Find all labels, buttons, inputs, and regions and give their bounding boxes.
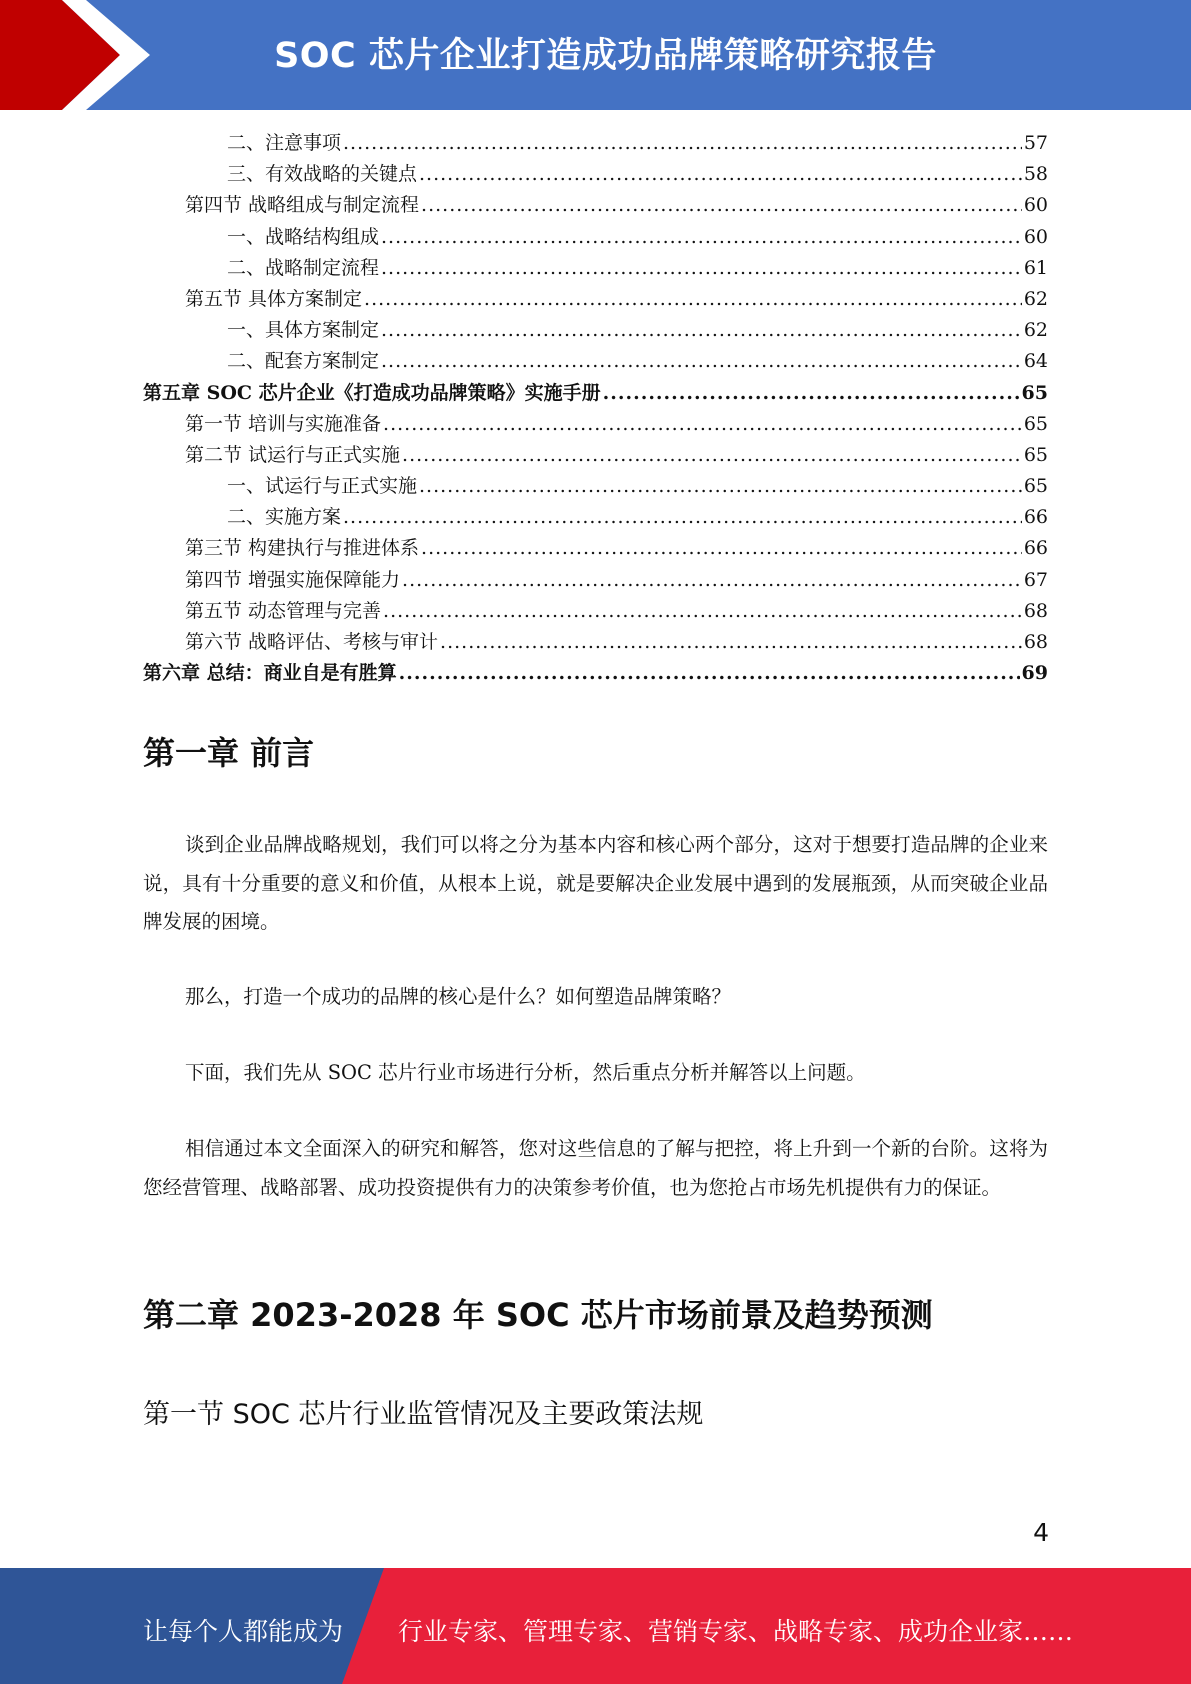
toc-entry-title: 一、试运行与正式实施 [227,475,418,498]
body-paragraph: 相信通过本文全面深入的研究和解答，您对这些信息的了解与把控，将上升到一个新的台阶。这将为您经营管理、战略部署、成功投资提供有力的决策参考价值，也为您抢占市场先机提供有力的保证。 [143,1137,1048,1199]
toc-dot-leader [419,471,1022,502]
toc-entry-title: 一、具体方案制定 [227,319,380,342]
toc-entry-page: 58 [1023,163,1048,186]
toc-entry[interactable] [143,502,1048,533]
toc-entry[interactable] [143,284,1048,315]
toc-entry[interactable] [143,533,1048,564]
toc-entry-page: 62 [1023,287,1048,310]
toc-dot-leader [603,378,1020,409]
footer-slogan-right: 行业专家、管理专家、营销专家、战略专家、成功企业家…… [398,1617,1074,1646]
toc-entry[interactable] [143,565,1048,596]
toc-entry[interactable] [143,409,1048,440]
body-paragraph: 那么，打造一个成功的品牌的核心是什么？如何塑造品牌策略？ [185,985,732,1008]
report-title: SOC 芯片企业打造成功品牌策略研究报告 [274,36,937,76]
body-paragraph: 下面，我们先从 SOC 芯片行业市场进行分析，然后重点分析并解答以上问题。 [185,1061,866,1084]
page-number: 4 [1033,1518,1049,1547]
toc-entry-title: 第五节 动态管理与完善 [185,599,382,622]
toc-dot-leader [364,284,1022,315]
section-title: 第一节 SOC 芯片行业监管情况及主要政策法规 [143,1399,704,1430]
toc-dot-leader [421,190,1022,221]
toc-entry-page: 68 [1023,631,1048,653]
toc-entry-title: 第五节 具体方案制定 [185,287,363,310]
toc-entry-title: 第五章 SOC 芯片企业《打造成功品牌策略》实施手册 [143,381,601,404]
toc-entry-page: 60 [1023,225,1048,248]
toc-dot-leader [383,596,1022,627]
toc-entry-page: 64 [1023,350,1048,373]
toc-entry-title: 三、有效战略的关键点 [227,163,418,186]
toc-dot-leader [381,253,1022,284]
toc-entry-page: 67 [1023,568,1048,591]
toc-entry-page: 66 [1023,537,1048,560]
footer-slogan-left: 让每个人都能成为 [143,1617,344,1646]
toc-entry[interactable] [143,315,1048,346]
toc-dot-leader [399,658,1020,689]
toc-dot-leader [421,533,1022,564]
toc-entry[interactable] [143,222,1048,253]
toc-entry-title: 二、战略制定流程 [227,256,380,279]
toc-entry-page: 65 [1023,412,1048,435]
toc-entry-page: 65 [1021,381,1048,404]
toc-entry-title: 二、实施方案 [227,506,342,529]
toc-dot-leader [381,346,1022,377]
page-footer [0,1568,1191,1684]
toc-entry-page: 62 [1023,319,1048,342]
table-of-contents [143,128,1048,689]
toc-entry[interactable] [143,378,1048,409]
toc-dot-leader [381,315,1022,346]
toc-dot-leader [402,565,1022,596]
toc-entry-page: 61 [1023,256,1048,279]
toc-entry-page: 57 [1023,132,1048,154]
toc-entry-title: 第一节 培训与实施准备 [185,412,382,435]
toc-entry-page: 66 [1023,506,1048,529]
chapter-2-title: 第二章 2023-2028 年 SOC 芯片市场前景及趋势预测 [143,1296,933,1334]
toc-entry[interactable] [143,346,1048,377]
toc-dot-leader [343,128,1022,159]
toc-dot-leader [402,440,1022,471]
toc-entry-title: 第六章 总结：商业自是有胜算 [143,662,397,685]
toc-dot-leader [343,502,1022,533]
toc-entry-title: 一、战略结构组成 [227,225,380,248]
toc-entry-title: 第二节 试运行与正式实施 [185,443,401,466]
toc-entry-title: 第四节 增强实施保障能力 [185,568,401,591]
toc-dot-leader [383,409,1022,440]
toc-entry-title: 二、注意事项 [227,132,342,154]
toc-dot-leader [419,159,1022,190]
toc-dot-leader [381,222,1022,253]
toc-entry-title: 第六节 战略评估、考核与审计 [185,631,439,653]
toc-entry[interactable] [143,627,1048,658]
toc-entry-page: 65 [1023,475,1048,498]
toc-entry-title: 第四节 战略组成与制定流程 [185,194,420,217]
toc-entry-page: 60 [1023,194,1048,217]
page-header [0,0,1191,110]
toc-entry[interactable] [143,128,1048,159]
toc-entry-title: 二、配套方案制定 [227,350,380,373]
toc-entry[interactable] [143,658,1048,689]
toc-entry-page: 69 [1021,662,1048,685]
toc-entry-page: 65 [1023,443,1048,466]
toc-entry[interactable] [143,471,1048,502]
toc-entry[interactable] [143,159,1048,190]
toc-entry-page: 68 [1023,599,1048,622]
body-paragraph: 谈到企业品牌战略规划，我们可以将之分为基本内容和核心两个部分，这对于想要打造品牌的企业来说，具有十分重要的意义和价值，从根本上说，就是要解决企业发展中遇到的发展瓶颈，从而突破企业品牌发展的困境。 [143,833,1048,933]
toc-entry[interactable] [143,253,1048,284]
toc-dot-leader [440,627,1022,658]
toc-entry[interactable] [143,596,1048,627]
chapter-1-title: 第一章 前言 [143,734,315,772]
toc-entry-title: 第三节 构建执行与推进体系 [185,537,420,560]
toc-entry[interactable] [143,440,1048,471]
toc-entry[interactable] [143,190,1048,221]
